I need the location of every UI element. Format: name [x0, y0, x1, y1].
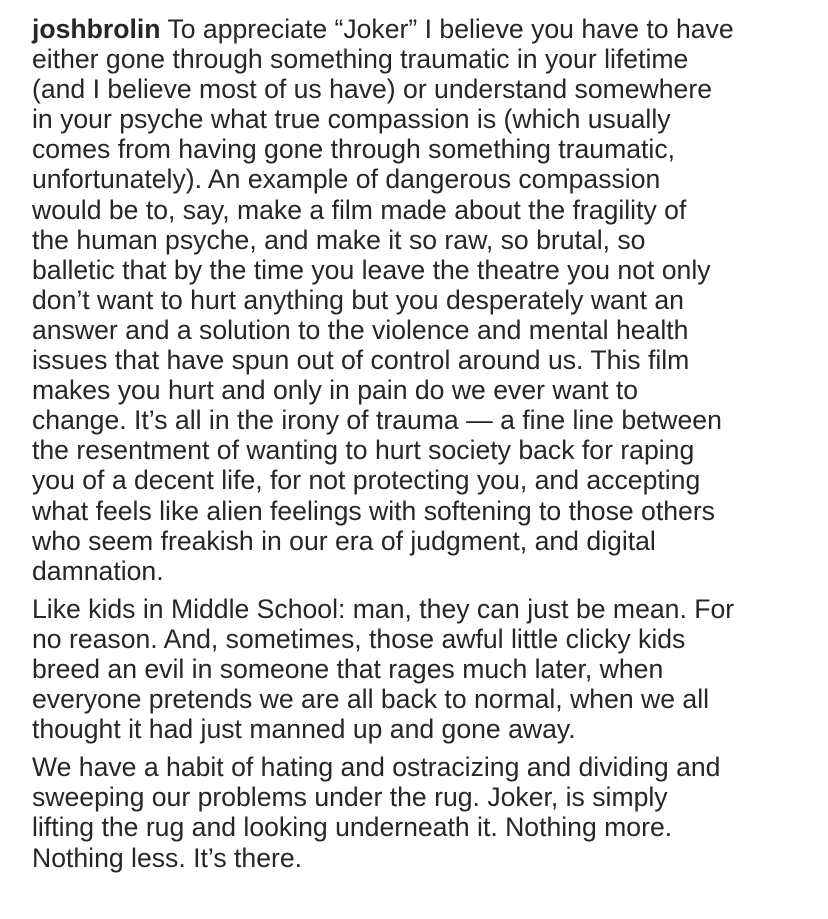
- caption-line: damnation.: [32, 555, 164, 586]
- post-caption: [32, 14, 807, 873]
- caption-line: [32, 14, 807, 44]
- caption-line: the resentment of wanting to hurt society back for raping: [32, 435, 695, 466]
- paragraph-gap: [32, 586, 807, 594]
- caption-line: balletic that by the time you leave the theatre you not only: [32, 254, 711, 285]
- caption-line: sweeping our problems under the rug. Joker, is simply: [32, 782, 668, 813]
- caption-line: issues that have spun out of control around us. This film: [32, 345, 690, 376]
- caption-line: thought it had just manned up and gone away.: [32, 714, 576, 745]
- caption-line: Like kids in Middle School: man, they can just be mean. For: [32, 593, 735, 624]
- caption-line: comes from having gone through something traumatic,: [32, 134, 676, 165]
- caption-paragraph-3: [32, 752, 807, 872]
- caption-line: We have a habit of hating and ostracizing and dividing and: [32, 752, 721, 783]
- caption-line: in your psyche what true compassion is (which usually: [32, 104, 671, 135]
- caption-line: (and I believe most of us have) or understand somewhere: [32, 74, 712, 105]
- caption-line: breed an evil in someone that rages much later, when: [32, 653, 664, 684]
- username-link[interactable]: joshbrolin: [32, 14, 161, 44]
- caption-line: makes you hurt and only in pain do we ever want to: [32, 375, 639, 406]
- paragraph-gap: [32, 744, 807, 752]
- caption-line: would be to, say, make a film made about the fragility of: [32, 194, 687, 225]
- caption-line: either gone through something traumatic in your lifetime: [32, 44, 689, 75]
- caption-line: Nothing less. It’s there.: [32, 842, 303, 873]
- caption-line: answer and a solution to the violence and mental health: [32, 314, 689, 345]
- caption-line: no reason. And, sometimes, those awful little clicky kids: [32, 623, 686, 654]
- caption-line: unfortunately). An example of dangerous compassion: [32, 164, 661, 195]
- caption-paragraph-1: [32, 14, 807, 586]
- caption-line: what feels like alien feelings with softening to those others: [32, 495, 715, 526]
- caption-line: don’t want to hurt anything but you desperately want an: [32, 284, 684, 315]
- caption-line: change. It’s all in the irony of trauma — a fine line between: [32, 405, 722, 436]
- caption-paragraph-2: [32, 594, 807, 744]
- caption-line: the human psyche, and make it so raw, so brutal, so: [32, 224, 646, 255]
- caption-line: lifting the rug and looking underneath it. Nothing more.: [32, 812, 673, 843]
- caption-line: everyone pretends we are all back to normal, when we all: [32, 684, 710, 715]
- caption-line: you of a decent life, for not protecting you, and accepting: [32, 465, 701, 496]
- caption-text: To appreciate “Joker” I believe you have to have: [160, 14, 734, 44]
- caption-line: who seem freakish in our era of judgment, and digital: [32, 525, 656, 556]
